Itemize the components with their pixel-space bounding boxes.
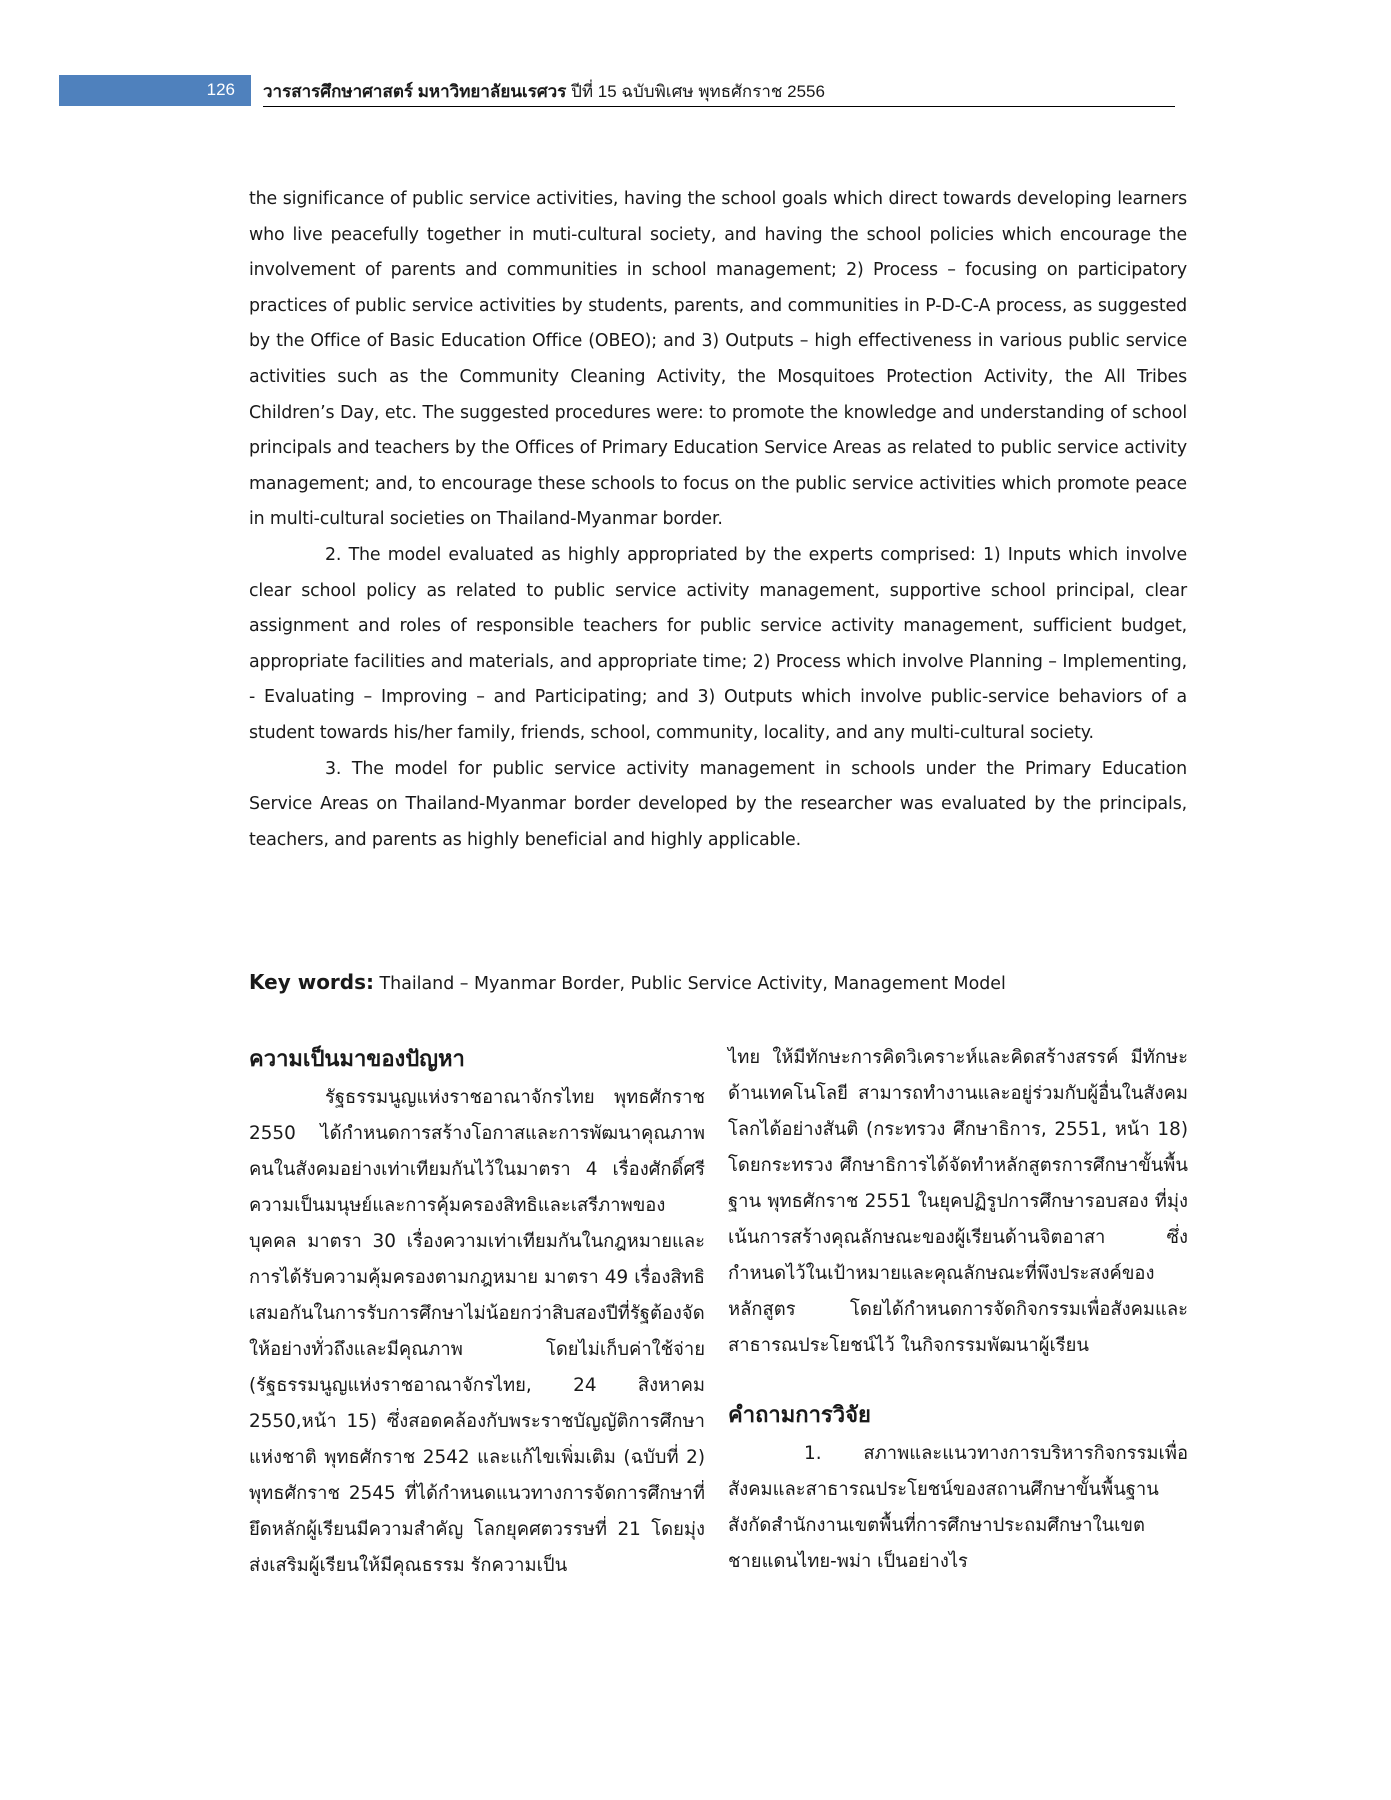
section-heading-research-questions: คำถามการวิจัย xyxy=(728,1403,871,1428)
research-question-1: 1. สภาพและแนวทางการบริหารกิจกรรมเพื่อสังคมและสาธารณประโยชน์ของสถานศึกษาขั้นพื้นฐานสังกัดสำนักงานเขตพื้นที่การศึกษาประถมศึกษาในเขตชายแดนไทย-พม่า เป็นอย่างไร xyxy=(728,1443,1188,1572)
running-header xyxy=(263,78,825,105)
keywords-label: Key words: xyxy=(249,970,375,994)
abstract-body xyxy=(249,182,1187,858)
journal-name: วารสารศึกษาศาสตร์ มหาวิทยาลัยนเรศวร xyxy=(263,82,567,101)
keywords xyxy=(249,970,1006,994)
body-paragraph-continuation: ไทย ให้มีทักษะการคิดวิเคราะห์และคิดสร้างสรรค์ มีทักษะด้านเทคโนโลยี สามารถทำงานและอยู่ร่วมกับผู้อื่นในสังคมโลกได้อย่างสันติ (กระทรวง ศึกษาธิการ, 2551, หน้า 18) โดยกระทรวง ศึกษาธิการได้จัดทำหลักสูตรการศึกษาขั้นพื้นฐาน พุทธศักราช 2551 ในยุคปฏิรูปการศึกษารอบสอง ที่มุ่งเน้นการสร้างคุณลักษณะของผู้เรียนด้านจิตอาสา ซึ่งกำหนดไว้ในเป้าหมายและคุณลักษณะที่พึงประสงค์ของหลักสูตร โดยได้กำหนดการจัดกิจกรรมเพื่อสังคมและสาธารณประโยชน์ไว้ ในกิจกรรมพัฒนาผู้เรียน xyxy=(728,1047,1188,1356)
abstract-paragraph: 3. The model for public service activity management in schools under the Primary Education Service Areas on Thailand-Myanmar border developed by the researcher was evaluated by the principals, teachers, and parents as highly beneficial and highly applicable. xyxy=(249,758,1187,850)
header-rule xyxy=(263,106,1175,107)
abstract-paragraph: 2. The model evaluated as highly appropriated by the experts comprised: 1) Inputs which involve clear school policy as related to public service activity management, supportive school principal, clear assignment and roles of responsible teachers for public service activity management, sufficient budget, appropriate facilities and materials, and appropriate time; 2) Process which involve Planning – Implementing, - Evaluating – Improving – and Participating; and 3) Outputs which involve public-service behaviors of a student towards his/her family, friends, school, community, locality, and any multi-cultural society. xyxy=(249,544,1187,743)
section-heading-background: ความเป็นมาของปัญหา xyxy=(249,1047,465,1072)
right-column xyxy=(728,1040,1188,1580)
journal-issue: ปีที่ 15 ฉบับพิเศษ พุทธศักราช 2556 xyxy=(566,82,825,101)
abstract-paragraph: the significance of public service activities, having the school goals which direct towards developing learners who live peacefully together in muti-cultural society, and having the school policies which encourage the involvement of parents and communities in school management; 2) Process – focusing on participatory practices of public service activities by students, parents, and communities in P-D-C-A process, as suggested by the Office of Basic Education Office (OBEO); and 3) Outputs – high effectiveness in various public service activities such as the Community Cleaning Activity, the Mosquitoes Protection Activity, the All Tribes Children’s Day, etc. The suggested procedures were: to promote the knowledge and understanding of school principals and teachers by the Offices of Primary Education Service Areas as related to public service activity management; and, to encourage these schools to focus on the public service activities which promote peace in multi-cultural societies on Thailand-Myanmar border. xyxy=(249,189,1187,530)
page-number-bar xyxy=(59,75,251,106)
left-column xyxy=(249,1040,705,1584)
keywords-value: Thailand – Myanmar Border, Public Service Activity, Management Model xyxy=(374,974,1006,994)
page-number: 126 xyxy=(206,80,235,99)
body-paragraph: รัฐธรรมนูญแห่งราชอาณาจักรไทย พุทธศักราช 2550 ได้กำหนดการสร้างโอกาสและการพัฒนาคุณภาพคนในสังคมอย่างเท่าเทียมกันไว้ในมาตรา 4 เรื่องศักดิ์ศรีความเป็นมนุษย์และการคุ้มครองสิทธิและเสรีภาพของบุคคล มาตรา 30 เรื่องความเท่าเทียมกันในกฎหมายและการได้รับความคุ้มครองตามกฎหมาย มาตรา 49 เรื่องสิทธิเสมอกันในการรับการศึกษาไม่น้อยกว่าสิบสองปีที่รัฐต้องจัดให้อย่างทั่วถึงและมีคุณภาพ โดยไม่เก็บค่าใช้จ่าย (รัฐธรรมนูญแห่งราชอาณาจักรไทย, 24 สิงหาคม 2550,หน้า 15) ซึ่งสอดคล้องกับพระราชบัญญัติการศึกษาแห่งชาติ พุทธศักราช 2542 และแก้ไขเพิ่มเติม (ฉบับที่ 2) พุทธศักราช 2545 ที่ได้กำหนดแนวทางการจัดการศึกษาที่ยึดหลักผู้เรียนมีความสำคัญ โลกยุคศตวรรษที่ 21 โดยมุ่งส่งเสริมผู้เรียนให้มีคุณธรรม รักความเป็น xyxy=(249,1087,705,1576)
